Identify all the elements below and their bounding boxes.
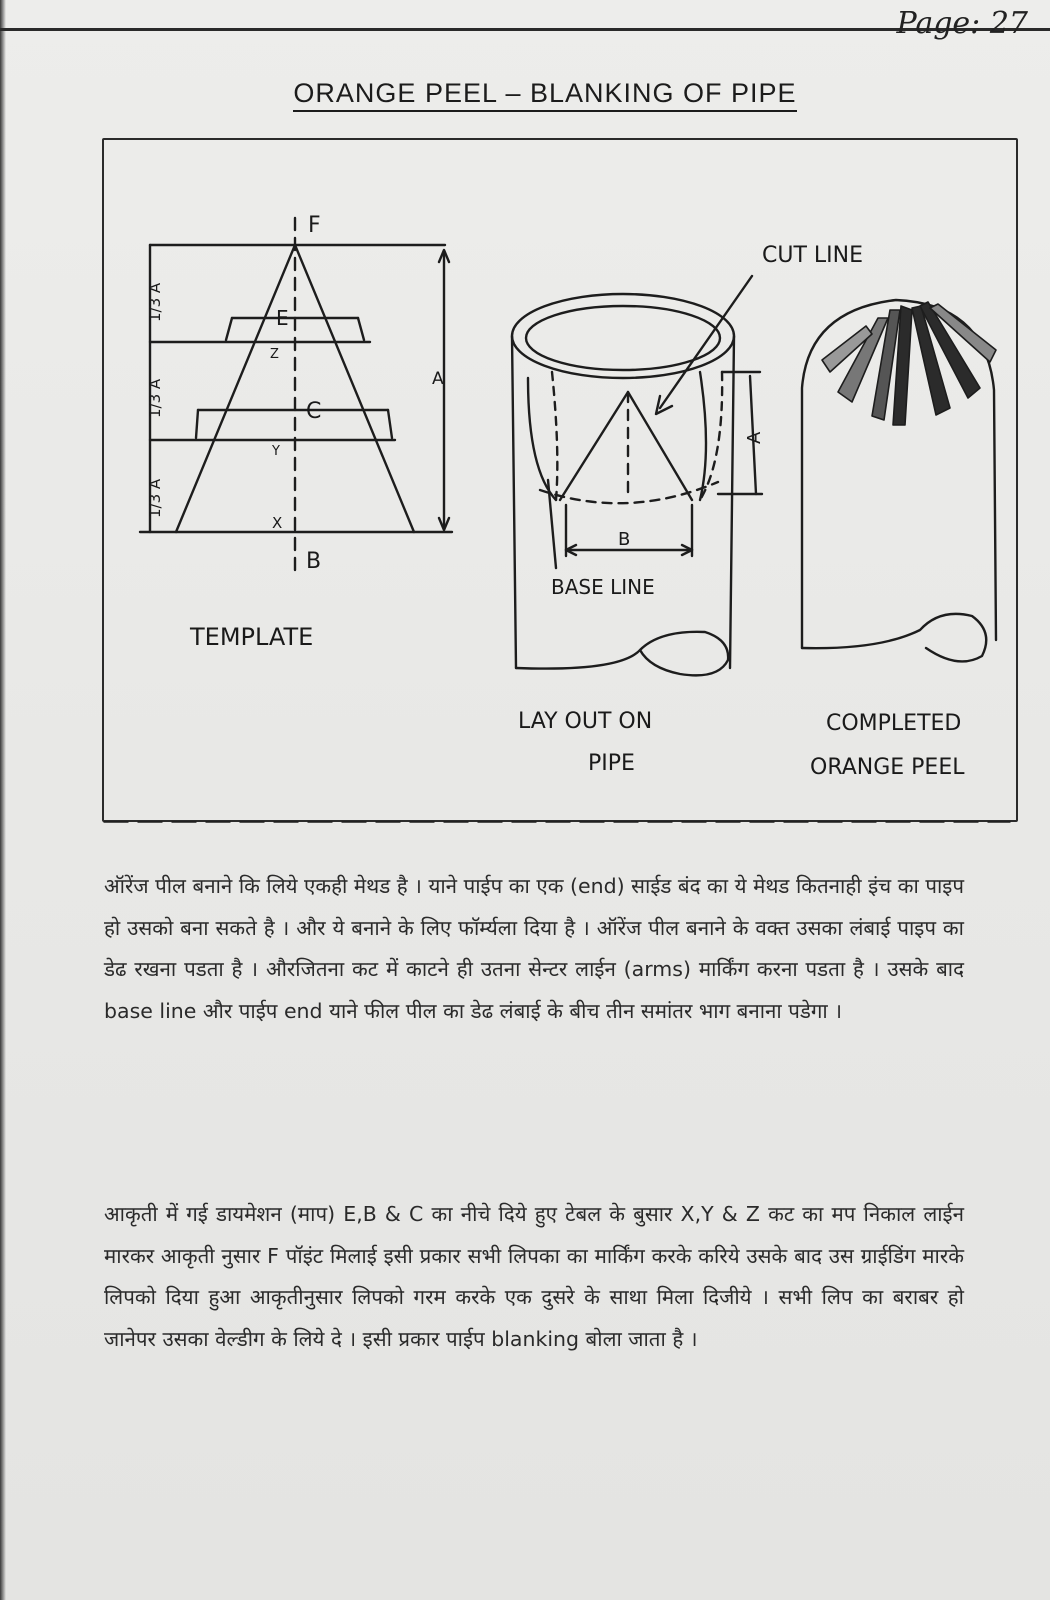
- cut-line-leader: [660, 276, 752, 408]
- pipe-center-petal: [560, 392, 692, 500]
- pipe-label-a: A: [744, 431, 765, 444]
- template-e-tick-right: [358, 318, 364, 340]
- layout-caption-line2: PIPE: [588, 751, 635, 776]
- template-caption: TEMPLATE: [190, 623, 314, 651]
- completed-caption-line2: ORANGE PEEL: [810, 755, 965, 780]
- pipe-petal-right: [700, 372, 706, 500]
- template-third-2: 1/3 A: [146, 378, 164, 418]
- completed-labels: [810, 711, 965, 780]
- template-label-z: Z: [270, 347, 279, 362]
- pipe-right-side: [730, 336, 734, 668]
- template-label-x: X: [272, 514, 283, 532]
- template-c-tick-left: [196, 410, 198, 438]
- completed-peel-drawing: [802, 300, 996, 661]
- pipe-label-b: B: [618, 529, 631, 550]
- template-third-3: 1/3 A: [146, 478, 164, 518]
- template-drawing: [140, 218, 452, 575]
- peel-bottom-loop: [802, 614, 986, 662]
- pipe-layout-drawing: [512, 276, 762, 675]
- page-number: Page: 27: [896, 6, 1028, 41]
- template-label-y: Y: [272, 444, 280, 459]
- pipe-bottom-loop: [516, 632, 728, 676]
- paragraph-1: ऑरेंज पील बनाने कि लिये एकही मेथड है । याने पाईप का एक (end) साईड बंद का ये मेथड कितनाही इंच का पाइप हो उसको बना सकते है । और ये बनाने के लिए फॉर्म्यला दिया है । ऑरेंज पील बनाने के वक्त उसका लंबाई पाइप का डेढ रखना पडता है । औरजितना कट में काटने ही उतना सेन्टर लाईन (arms) मार्किंग करना पडता है । उसके बाद base line और पाईप end याने फील पील का डेढ लंबाई के बीच तीन समांतर भाग बनाना पडेगा ।: [104, 874, 964, 1023]
- cut-line-arrow: [656, 396, 672, 414]
- template-e-tick-left: [226, 318, 232, 340]
- template-third-1: 1/3 A: [146, 282, 164, 322]
- template-label-a: A: [432, 369, 444, 389]
- template-c-tick-right: [388, 410, 392, 438]
- template-label-e: E: [276, 306, 289, 330]
- template-label-c: C: [306, 399, 322, 424]
- page-title-text: ORANGE PEEL – BLANKING OF PIPE: [293, 78, 796, 112]
- template-right-edge: [295, 245, 414, 532]
- layout-caption-line1: LAY OUT ON: [518, 709, 653, 734]
- template-label-b: B: [306, 549, 322, 574]
- layout-labels: [518, 243, 863, 776]
- template-label-f: F: [308, 213, 321, 238]
- pipe-petal-left-dash: [552, 372, 557, 500]
- template-left-edge: [176, 245, 295, 532]
- cut-line-label: CUT LINE: [762, 243, 863, 268]
- pipe-top-inner-ellipse: [526, 306, 720, 370]
- pipe-left-side: [512, 336, 516, 668]
- paragraph-2: आकृती में गई डायमेशन (माप) E,B & C का नीचे दिये हुए टेबल के बुसार X,Y & Z कट का मप निकाल लाईन मारकर आकृती नुसार F पॉइंट मिलाई इसी प्रकार सभी लिपका का मार्किंग करके करिये उसके बाद उस ग्राईडिंग मारके लिपको दिया हुआ आकृतीनुसार लिपको गरम करके एक दुसरे के साथा मिला दिजीये । सभी लिप का बराबर हो जानेपर उसका वेल्डीग के लिये दे । इसी प्रकार पाईप blanking बोला जाता है ।: [104, 1202, 964, 1351]
- completed-caption-line1: COMPLETED: [826, 711, 962, 736]
- base-line-label: BASE LINE: [551, 575, 655, 599]
- peel-petals: [822, 302, 996, 425]
- pipe-petal-left: [528, 378, 556, 500]
